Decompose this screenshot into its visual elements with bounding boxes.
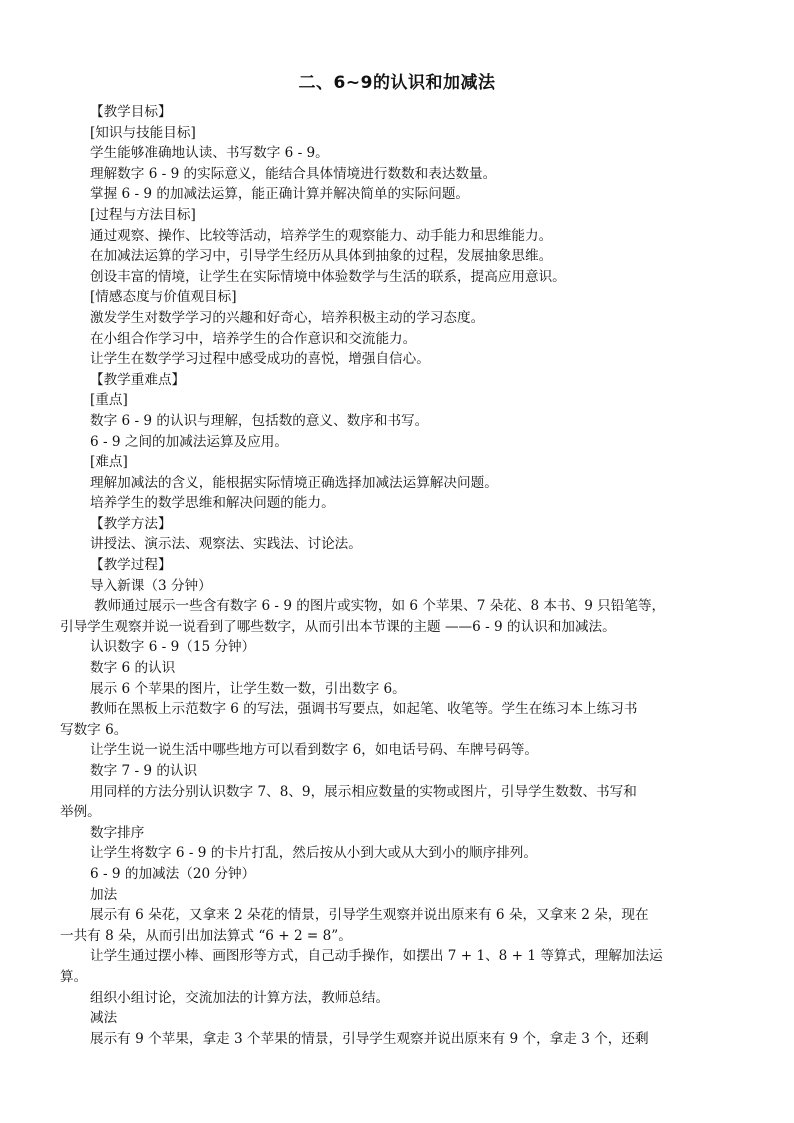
subheading-knowledge: [知识与技能目标] — [90, 124, 196, 141]
text-line: 6 - 9 之间的加减法运算及应用。 — [90, 433, 288, 450]
section-heading-methods: 【教学方法】 — [90, 515, 172, 532]
text-line: 减法 — [90, 1010, 118, 1027]
text-line: 通过观察、操作、比较等活动，培养学生的观察能力、动手能力和思维能力。 — [90, 227, 553, 244]
subheading-emotion: [情感态度与价值观目标] — [90, 289, 237, 306]
paragraph-line: 教师在黑板上示范数字 6 的写法，强调书写要点，如起笔、收笔等。学生在练习本上练习书 — [90, 701, 638, 718]
paragraph-line: 写数字 6。 — [60, 721, 128, 738]
paragraph-line: 用同样的方法分别认识数字 7、8、9，展示相应数量的实物或图片，引导学生数数、书写和 — [90, 783, 637, 800]
text-line: 创设丰富的情境，让学生在实际情境中体验数学与生活的联系，提高应用意识。 — [90, 268, 566, 285]
section-heading-objectives: 【教学目标】 — [90, 104, 172, 120]
paragraph-line: 引导学生观察并说一说看到了哪些数字，从而引出本节课的主题 ——6 - 9 的认识和加减法。 — [60, 618, 616, 635]
paragraph-line: 算。 — [60, 968, 88, 985]
text-line: 认识数字 6 - 9（15 分钟） — [90, 639, 256, 656]
text-line: 让学生说一说生活中哪些地方可以看到数字 6，如电话号码、车牌号码等。 — [90, 742, 538, 759]
text-line: 激发学生对数学学习的兴趣和好奇心，培养积极主动的学习态度。 — [90, 309, 485, 326]
text-line: 6 - 9 的加减法（20 分钟） — [90, 865, 256, 882]
text-line: 组织小组讨论，交流加法的计算方法，教师总结。 — [90, 989, 390, 1006]
text-line: 导入新课（3 分钟） — [90, 577, 212, 594]
text-line: 数字 6 的认识 — [90, 660, 176, 677]
paragraph-line: 举例。 — [60, 804, 101, 821]
subheading-focus: [重点] — [90, 392, 128, 409]
text-line: 数字 6 - 9 的认识与理解，包括数的意义、数序和书写。 — [90, 412, 429, 429]
subheading-difficulty: [难点] — [90, 454, 128, 471]
paragraph-line: 一共有 8 朵，从而引出加法算式 “6 + 2 = 8”。 — [60, 927, 352, 944]
text-line: 讲授法、演示法、观察法、实践法、讨论法。 — [90, 536, 362, 553]
text-line: 展示 6 个苹果的图片，让学生数一数，引出数字 6。 — [90, 680, 406, 697]
text-line: 理解加减法的含义，能根据实际情境正确选择加减法运算解决问题。 — [90, 474, 498, 491]
paragraph-line: 让学生通过摆小棒、画图形等方式，自己动手操作，如摆出 7 + 1、8 + 1 等算式，理解加法运 — [90, 948, 663, 965]
page-title: 二、6~9的认识和加减法 — [298, 73, 496, 93]
text-line: 让学生在数学学习过程中感受成功的喜悦，增强自信心。 — [90, 351, 430, 368]
paragraph-line: 展示有 9 个苹果，拿走 3 个苹果的情景，引导学生观察并说出原来有 9 个，拿走 3 个，还剩 — [90, 1030, 649, 1047]
subheading-process: [过程与方法目标] — [90, 206, 196, 223]
text-line: 让学生将数字 6 - 9 的卡片打乱，然后按从小到大或从大到小的顺序排列。 — [90, 845, 537, 862]
text-line: 培养学生的数学思维和解决问题的能力。 — [90, 495, 335, 512]
paragraph-line: 展示有 6 朵花，又拿来 2 朵花的情景，引导学生观察并说出原来有 6 朵，又拿来 2 朵，现在 — [90, 907, 649, 924]
text-line: 掌握 6 - 9 的加减法运算，能正确计算并解决简单的实际问题。 — [90, 186, 470, 203]
text-line: 数字 7 - 9 的认识 — [90, 763, 198, 779]
section-heading-key-points: 【教学重难点】 — [90, 371, 186, 388]
section-heading-process: 【教学过程】 — [90, 557, 172, 574]
text-line: 在小组合作学习中，培养学生的合作意识和交流能力。 — [90, 330, 417, 347]
text-line: 学生能够准确地认读、书写数字 6 - 9。 — [90, 145, 329, 162]
document-body — [60, 102, 740, 1049]
text-line: 数字排序 — [90, 824, 145, 841]
text-line: 加法 — [90, 886, 118, 903]
text-line: 在加减法运算的学习中，引导学生经历从具体到抽象的过程，发展抽象思维。 — [90, 248, 553, 265]
paragraph-line: 教师通过展示一些含有数字 6 - 9 的图片或实物，如 6 个苹果、7 朵花、8 本书、9 只铅笔等， — [94, 598, 666, 615]
text-line: 理解数字 6 - 9 的实际意义，能结合具体情境进行数数和表达数量。 — [90, 165, 497, 182]
